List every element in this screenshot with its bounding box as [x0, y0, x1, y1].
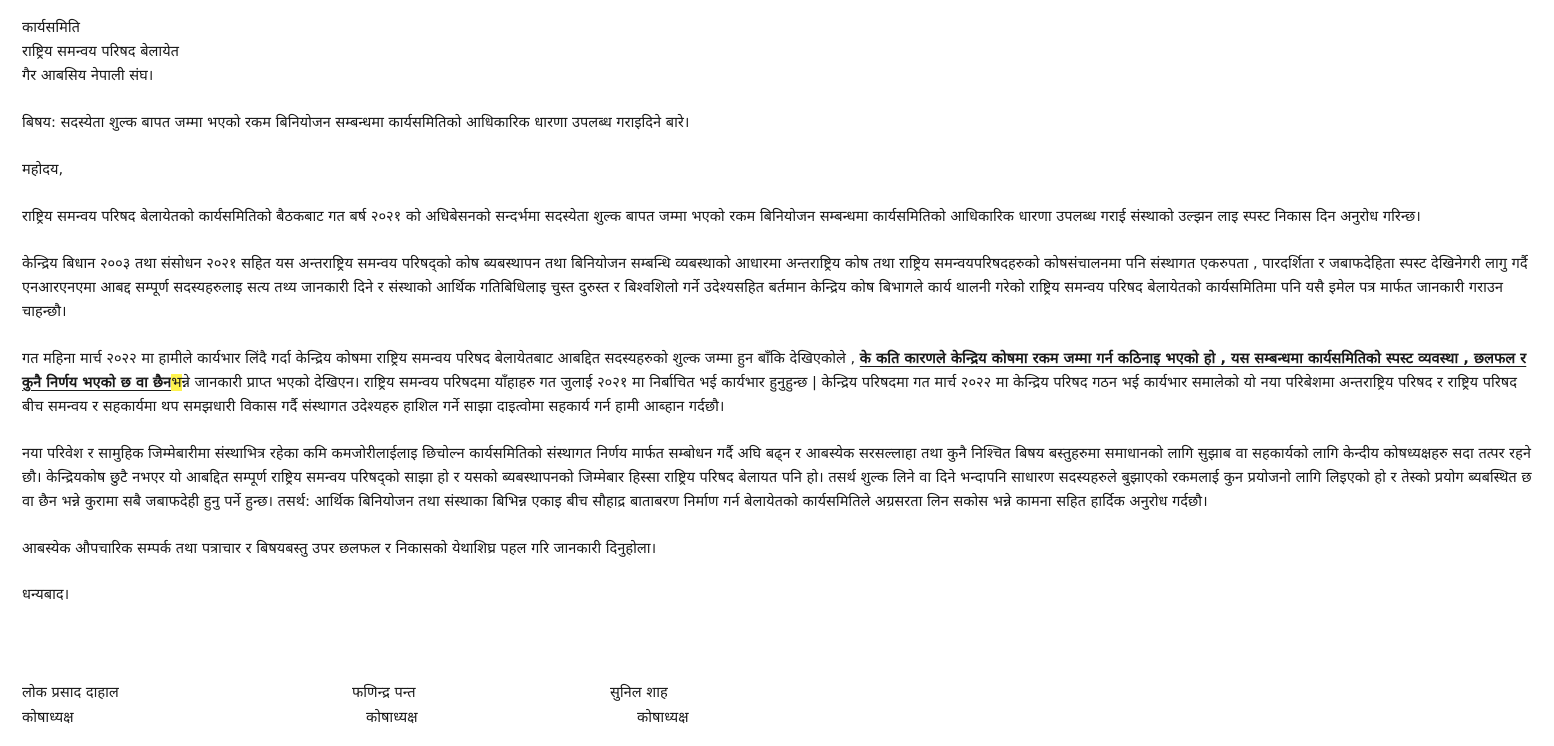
address-line-2: राष्ट्रिय समन्वय परिषद बेलायेत	[22, 43, 179, 60]
signatory-title: कोषाध्यक्ष	[22, 709, 74, 726]
letter-body	[22, 16, 1534, 607]
recipient-address	[22, 16, 1534, 88]
paragraph-3-emphasis: के कति कारणले केन्द्रिय कोषमा रकम जम्मा गर्न कठिनाइ भएको हो , यस सम्बन्धमा कार्यसमितिको स्पस्ट व्यवस्था , छलफल र कुनै निर्णय भएको छ वा छैन	[22, 350, 1527, 391]
paragraph-5: आबस्येक औपचारिक सम्पर्क तथा पत्राचार र बिषयबस्तु उपर छलफल र निकासको येथाशिघ्र पहल गरि जानकारी दिनुहोला।	[22, 540, 657, 557]
closing: धन्यबाद।	[22, 586, 70, 603]
highlighted-text: भ	[171, 374, 182, 391]
signatory-name: सुनिल शाह	[610, 684, 668, 701]
signatory-3	[610, 680, 689, 730]
paragraph-3-rest: न्ने जानकारी प्राप्त भएको देखिएन। राष्ट्रिय समन्वय परिषदमा याँहाहरु गत जुलाई २०२१ मा निर्बाचित भई कार्यभार हुनुहुन्छ | केन्द्रिय परिषदमा गत मार्च २०२२ मा केन्द्रिय परिषद गठन भई कार्यभार समालेको यो नया परिबेशमा अन्तराष्ट्रिय परिषद र राष्ट्रिय परिषद बीच समन्वय र सहकार्यमा थप समझधारी विकास गर्दै संस्थागत उदेश्यहरु हाशिल गर्ने साझा दाइत्वोमा सहकार्य गर्न हामी आब्हान गर्दछौ।	[22, 374, 1517, 415]
paragraph-3-intro: गत महिना मार्च २०२२ मा हामीले कार्यभार लिंदै गर्दा केन्द्रिय कोषमा राष्ट्रिय समन्वय परिषद बेलायेतबाट आबद्दित सदस्यहरुको शुल्क जम्मा हुन बाँकि देखिएकोले ,	[22, 350, 860, 367]
signatory-name: लोक प्रसाद दाहाल	[22, 684, 119, 701]
salutation: महोदय,	[22, 161, 64, 178]
paragraph-2: केन्द्रिय बिधान २००३ तथा संसोधन २०२१ सहित यस अन्तराष्ट्रिय समन्वय परिषद्को कोष ब्यबस्थापन तथा बिनियोजन सम्बन्धि व्यबस्थाको आधारमा अन्तराष्ट्रिय कोष तथा राष्ट्रिय समन्वयपरिषदहरुको कोषसंचालनमा पनि संस्थागत एकरुपता , पारदर्शिता र जबाफदेहिता स्पस्ट देखिनेगरी लागु गर्दै एनआरएनएमा आबद्द सम्पूर्ण सदस्यहरुलाइ सत्य तथ्य जानकारी दिने र संस्थाको आर्थिक गतिबिधिलाइ चुस्त दुरुस्त र बिश्वशिलो गर्ने उदेश्यसहित बर्तमान केन्द्रिय कोष बिभागले कार्य थालनी गरेको राष्ट्रिय समन्वय परिषद बेलायेतको कार्यसमितिमा पनि यसै इमेल पत्र मार्फत जानकारी गराउन चाहन्छौ।	[22, 255, 1528, 320]
signatory-1	[22, 680, 119, 730]
signatory-title: कोषाध्यक्ष	[637, 709, 689, 726]
paragraph-1: राष्ट्रिय समन्वय परिषद बेलायेतको कार्यसमितिको बैठकबाट गत बर्ष २०२१ को अधिबेसनको सन्दर्भमा सदस्येता शुल्क बापत जम्मा भएको रकम बिनियोजन सम्बन्धमा कार्यसमितिको आधिकारिक धारणा उपलब्ध गराई संस्थाको उल्झन लाइ स्पस्ट निकास दिन अनुरोध गरिन्छ।	[22, 208, 1421, 225]
signatory-2	[352, 680, 418, 730]
address-line-3: गैर आबसिय नेपाली संघ।	[22, 67, 154, 84]
signatory-title: कोषाध्यक्ष	[366, 709, 418, 726]
paragraph-4: नया परिवेश र सामुहिक जिम्मेबारीमा संस्थाभित्र रहेका कमि कमजोरीलाईलाइ छिचोल्न कार्यसमितिको संस्थागत निर्णय मार्फत सम्बोधन गर्दै अघि बढ्न र आबस्येक सरसल्लाहा तथा कुनै निश्चित बिषय बस्तुहरुमा समाधानको लागि सुझाब वा सहकार्यको लागि केन्दीय कोषध्यक्षहरु सदा तत्पर रहने छौ। केन्द्रियकोष छुटै नभएर यो आबद्दित सम्पूर्ण राष्ट्रिय समन्वय परिषद्को साझा हो र यसको ब्यबस्थापनको जिम्मेबार हिस्सा राष्ट्रिय परिषद बेलायत पनि हो। तसर्थ शुल्क लिने वा दिने भन्दापनि साधारण सदस्यहरुले बुझाएको रकमलाई कुन प्रयोजनो लागि लिइएको हो र तेस्को प्रयोग ब्यबस्थित छ वा छैन भन्ने कुरामा सबै जबाफदेही हुनु पर्ने हुन्छ। तसर्थ: आर्थिक बिनियोजन तथा संस्थाका बिभिन्न एकाइ बीच सौहाद्र बाताबरण निर्माण गर्न बेलायेतको कार्यसमितिले अग्रसरता लिन सकोस भन्ने कामना सहित हार्दिक अनुरोध गर्दछौ।	[22, 445, 1532, 510]
signatory-name: फणिन्द्र पन्त	[352, 684, 416, 701]
subject-line: बिषय: सदस्येता शुल्क बापत जम्मा भएको रकम बिनियोजन सम्बन्धमा कार्यसमितिको आधिकारिक धारणा उपलब्ध गराइदिने बारे।	[22, 114, 690, 131]
address-line-1: कार्यसमिति	[22, 19, 80, 36]
paragraph-3	[22, 347, 1534, 419]
